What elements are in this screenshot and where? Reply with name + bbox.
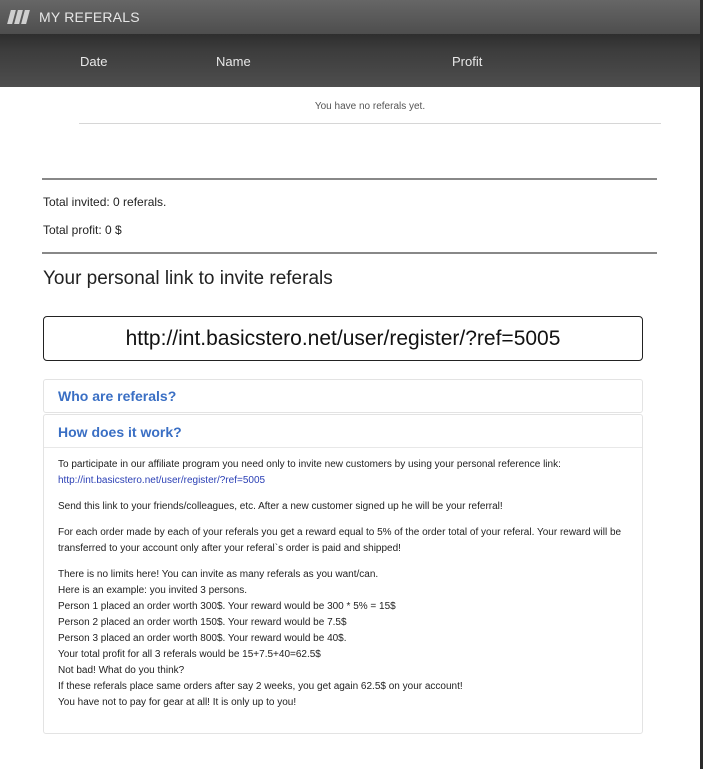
title-bar <box>0 0 700 34</box>
logo-icon <box>9 10 31 24</box>
empty-table-message: You have no referals yet. <box>314 101 426 112</box>
column-header-date[interactable]: Date <box>80 54 108 69</box>
faq-example-line: If these referals place same orders after say 2 weeks, you get again 62.5$ on your account! <box>58 681 463 692</box>
faq-example-line: Not bad! What do you think? <box>58 665 185 676</box>
faq-paragraph-2: Send this link to your friends/colleagues, etc. After a new customer signed up he will be your referral! <box>58 501 503 512</box>
faq-example-line: Person 1 placed an order worth 300$. Your reward would be 300 * 5% = 15$ <box>58 601 396 612</box>
faq-intro: To participate in our affiliate program you need only to invite new customers by using your personal reference link: <box>58 459 561 470</box>
total-profit: Total profit: 0 $ <box>43 223 122 237</box>
stats-top-divider <box>42 178 657 180</box>
faq-how-body <box>58 457 628 711</box>
total-invited: Total invited: 0 referals. <box>43 195 167 209</box>
faq-how-panel <box>43 414 643 734</box>
faq-paragraph-3: For each order made by each of your referals you get a reward equal to 5% of the order total of your referal. Your reward will be transferred to your account only after your referal`s order is paid and shipped! <box>58 527 622 554</box>
faq-example-line: Person 3 placed an order worth 800$. Your reward would be 40$. <box>58 633 347 644</box>
faq-example-line: You have not to pay for gear at all! It is only up to you! <box>58 697 297 708</box>
referral-link[interactable]: http://int.basicstero.net/user/register/?ref=5005 <box>58 475 266 486</box>
table-divider <box>79 123 661 124</box>
faq-who-title[interactable]: Who are referals? <box>58 388 177 404</box>
header-bar <box>0 0 700 87</box>
faq-divider <box>44 447 642 448</box>
faq-example-line: Your total profit for all 3 referals would be 15+7.5+40=62.5$ <box>58 649 321 660</box>
column-header-profit[interactable]: Profit <box>452 54 483 69</box>
page-title: MY REFERALS <box>39 9 140 25</box>
faq-who-panel[interactable] <box>43 379 643 413</box>
faq-example-line: There is no limits here! You can invite as many referals as you want/can. <box>58 569 379 580</box>
faq-example-line: Here is an example: you invited 3 persons. <box>58 585 247 596</box>
stats-bottom-divider <box>42 252 657 254</box>
faq-example-line: Person 2 placed an order worth 150$. Your reward would be 7.5$ <box>58 617 347 628</box>
faq-how-title[interactable]: How does it work? <box>58 424 182 440</box>
invite-link-field[interactable]: http://int.basicstero.net/user/register/?ref=5005 <box>43 316 643 361</box>
invite-heading: Your personal link to invite referals <box>43 268 333 289</box>
column-header-name[interactable]: Name <box>216 54 251 69</box>
